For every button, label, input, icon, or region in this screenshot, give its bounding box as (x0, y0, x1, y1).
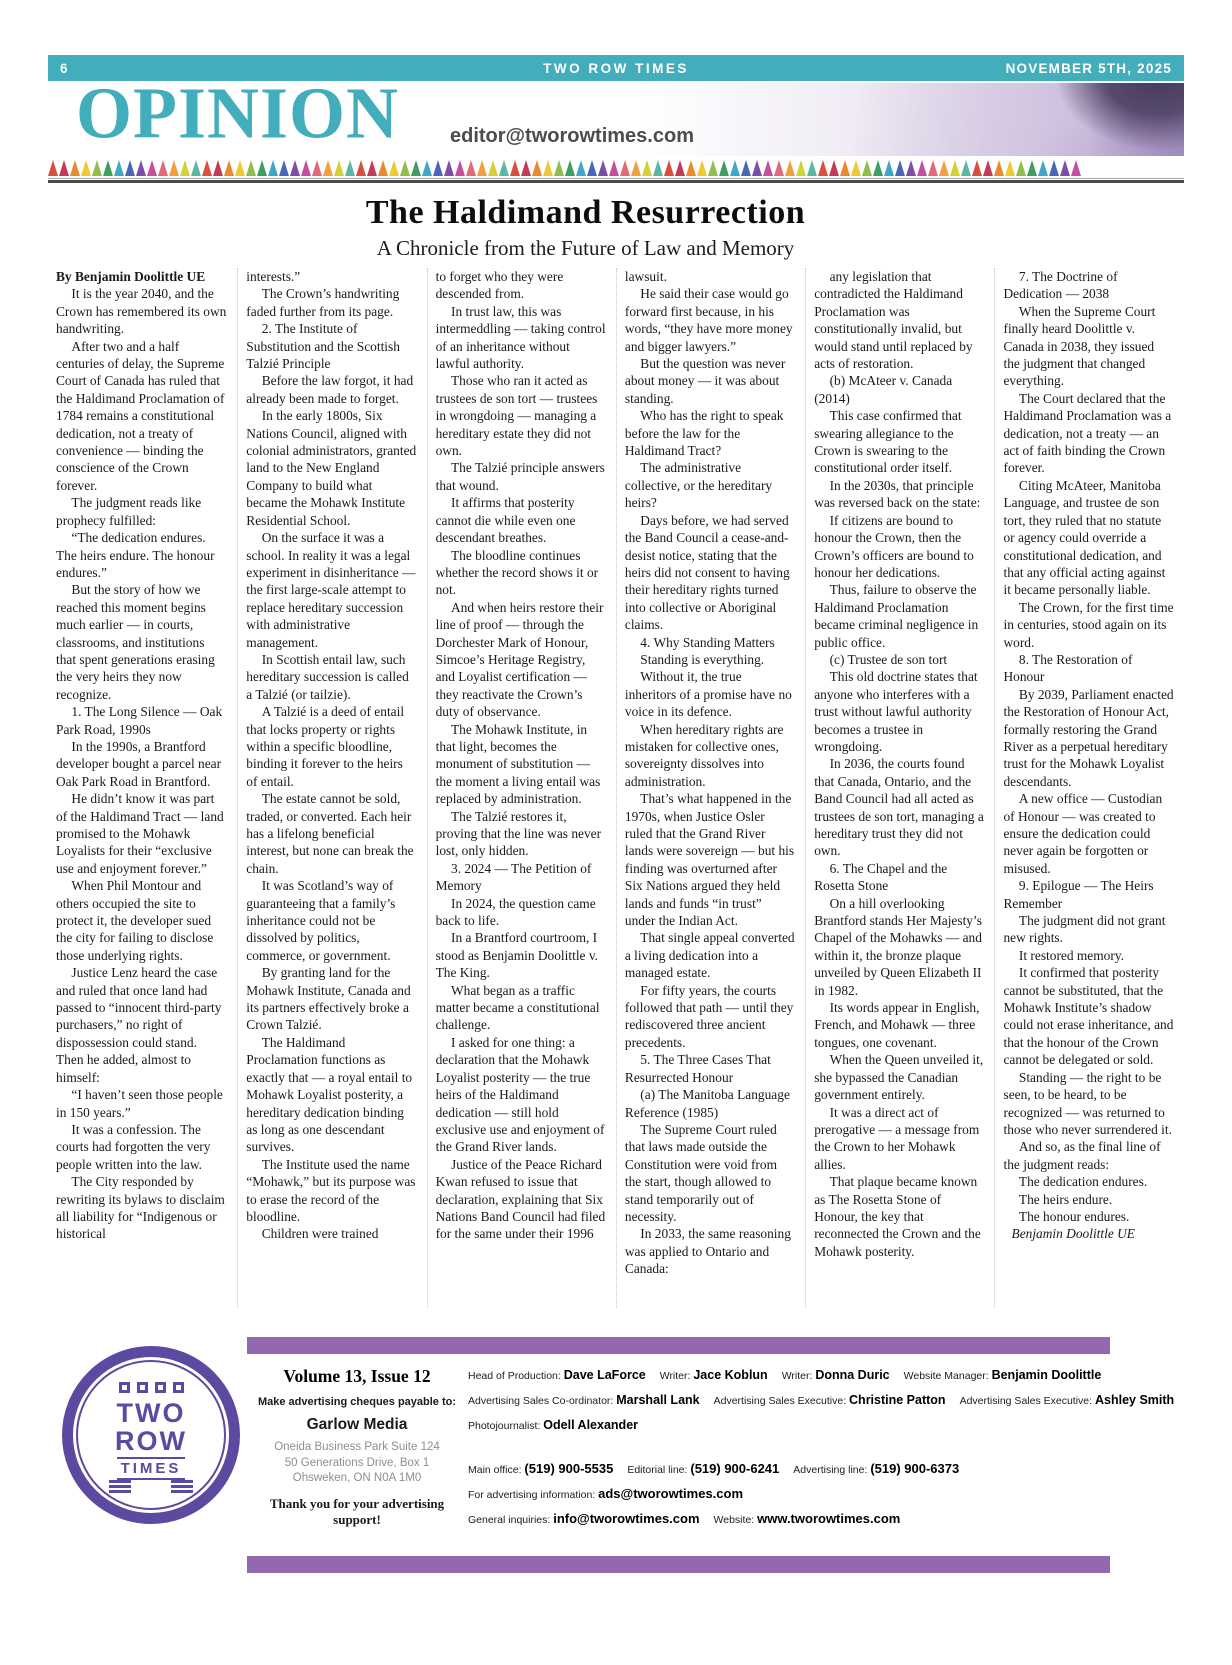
triangle-ornament (939, 160, 949, 176)
staff-credit: Advertising Sales Co-ordinator: Marshall Lank (468, 1393, 700, 1407)
article-paragraph: A Talzié is a deed of entail that locks property or rights within a specific bloodline, binding it forever to the heirs of entail. (246, 704, 405, 789)
triangle-ornament (1016, 160, 1026, 176)
divider-rule (48, 178, 1184, 183)
triangle-ornament (268, 160, 278, 176)
triangle-ornament (125, 160, 135, 176)
footer-top-bar (247, 1337, 1110, 1354)
triangle-ornament (752, 160, 762, 176)
article-paragraph: 5. The Three Cases That Resurrected Honour (624, 1052, 771, 1085)
article-paragraph: In trust law, this was intermeddling — taking control of an inheritance without lawful authority. (435, 303, 606, 372)
publisher-block (252, 1366, 462, 1528)
triangle-ornament (147, 160, 157, 176)
triangle-ornament (345, 160, 355, 176)
article-paragraph: When the Supreme Court finally heard Doolittle v. Canada in 2038, they issued the judgment that changed everything. (1003, 303, 1156, 389)
triangle-ornament (829, 160, 839, 176)
article-paragraph: 1. The Long Silence — Oak Park Road, 1990s (56, 704, 223, 737)
article-paragraph: The dedication endures. (1018, 1174, 1148, 1190)
triangle-ornament (411, 160, 421, 176)
triangle-ornament (906, 160, 916, 176)
triangle-ornament (433, 160, 443, 176)
article-paragraph: any legislation that contradicted the Haldimand Proclamation was constitutionally invalid, but would stand until replaced by acts of restoration. (814, 269, 973, 372)
article-paragraph: The Institute used the name “Mohawk,” but its purpose was to erase the record of the bloodline. (246, 1156, 416, 1224)
article-column-5 (805, 268, 994, 1308)
triangle-ornament (587, 160, 597, 176)
triangle-ornament (323, 160, 333, 176)
staff-credit: Advertising Sales Executive: Christine Patton (713, 1393, 946, 1407)
contact-link[interactable]: Website: www.tworowtimes.com (713, 1511, 901, 1526)
triangle-ornament (213, 160, 223, 176)
article-paragraph: In 2036, the courts found that Canada, Ontario, and the Band Council had all acted as trustees de son tort, managing a hereditary trust they did not own. (814, 756, 984, 859)
article-column-3 (427, 268, 616, 1308)
triangle-ornament (884, 160, 894, 176)
article-paragraph: Justice Lenz heard the case and ruled that once land had passed to “innocent third-party purchasers,” no right of dispossession could stand. Then he added, almost to himself: (56, 965, 222, 1085)
article-paragraph: The Talzié restores it, proving that the line was never lost, only hidden. (435, 808, 602, 859)
triangle-ornament (785, 160, 795, 176)
triangle-ornament (48, 160, 58, 176)
article-paragraph: And so, as the final line of the judgment reads: (1003, 1139, 1161, 1172)
article-paragraph: It confirmed that posterity cannot be substituted, that the Mohawk Institute’s shadow could not erase inheritance, and that the honour of the Crown cannot be delegated or sold. (1003, 965, 1174, 1068)
contact-item: Advertising line: (519) 900-6373 (793, 1461, 960, 1476)
triangle-ornament (114, 160, 124, 176)
triangle-ornament (444, 160, 454, 176)
triangle-ornament (191, 160, 201, 176)
triangle-ornament (818, 160, 828, 176)
article-paragraph: That single appeal converted a living dedication into a managed estate. (624, 930, 795, 981)
article-byline: By Benjamin Doolittle UE (56, 269, 206, 284)
triangle-ornament (642, 160, 652, 176)
triangle-ornament (301, 160, 311, 176)
article-paragraph: The Crown, for the first time in centuries, stood again on its word. (1003, 599, 1174, 650)
triangle-ornament (840, 160, 850, 176)
article-column-4 (616, 268, 805, 1308)
triangle-ornament (664, 160, 674, 176)
triangle-ornament (719, 160, 729, 176)
article-paragraph: interests.” (246, 269, 301, 284)
triangle-ornament (653, 160, 663, 176)
triangle-ornament (994, 160, 1004, 176)
logo-line-1: TWO (116, 1397, 186, 1428)
logo-ring (76, 1360, 226, 1510)
article-paragraph: In 2024, the question came back to life. (435, 895, 596, 929)
article-paragraph: That plaque became known as The Rosetta Stone of Honour, the key that reconnected the Crown and the Mohawk posterity. (814, 1174, 981, 1259)
staff-credit-row (468, 1416, 1118, 1434)
staff-credit: Writer: Jace Koblun (659, 1368, 768, 1382)
article-paragraph: Citing McAteer, Manitoba Language, and trustee de son tort, they ruled that no statute or agency could override a constitutional dedication, and that any official acting against it became personally liable. (1003, 477, 1166, 598)
staff-credit: Website Manager: Benjamin Doolittle (903, 1368, 1102, 1382)
triangle-ornament (686, 160, 696, 176)
article-column-6 (994, 268, 1183, 1308)
article-paragraph: When hereditary rights are mistaken for collective ones, sovereignty dissolves into administration. (624, 721, 784, 789)
article-paragraph: The judgment did not grant new rights. (1003, 913, 1166, 946)
article-paragraph: He said their case would go forward first because, in his words, “they have more money and bigger lawyers.” (624, 286, 793, 354)
article-paragraph: By granting land for the Mohawk Institute, Canada and its partners effectively broke a Crown Talzié. (246, 965, 411, 1033)
triangle-ornament (455, 160, 465, 176)
article-paragraph: It is the year 2040, and the Crown has remembered its own handwriting. (56, 286, 227, 337)
article-title: The Haldimand Resurrection (365, 194, 806, 231)
contact-link[interactable]: For advertising information: ads@tworowtimes.com (468, 1486, 744, 1501)
article-paragraph: Who has the right to speak before the law for the Haldimand Tract? (624, 408, 784, 459)
article-paragraph: Justice of the Peace Richard Kwan refused to issue that declaration, explaining that Six Nations Band Council had filed for the same under their 1996 (435, 1156, 606, 1242)
article-paragraph: By 2039, Parliament enacted the Restoration of Honour Act, formally restoring the Grand River as a perpetual hereditary trust for the Mohawk Loyalist descendants. (1003, 686, 1174, 789)
logo-line-3: TIMES (117, 1457, 186, 1480)
triangle-ornament (983, 160, 993, 176)
article-paragraph: When the Queen unveiled it, she bypassed the Canadian government entirely. (814, 1052, 984, 1103)
article-paragraph: The Talzié principle answers that wound. (435, 460, 605, 493)
article-paragraph: 9. Epilogue — The Heirs Remember (1003, 878, 1154, 911)
staff-credit: Writer: Donna Duric (781, 1368, 890, 1382)
article-paragraph: (a) The Manitoba Language Reference (1985) (624, 1087, 790, 1120)
section-banner (48, 72, 1184, 156)
triangle-ornament (389, 160, 399, 176)
triangle-ornament (235, 160, 245, 176)
two-row-times-logo (62, 1346, 240, 1524)
article-signature: Benjamin Doolittle UE (1011, 1226, 1135, 1242)
triangle-ornament (1038, 160, 1048, 176)
payable-label: Make advertising cheques payable to: (257, 1396, 457, 1408)
editor-email[interactable]: editor@tworowtimes.com (450, 125, 694, 147)
article-columns (48, 268, 1184, 1308)
triangle-strip (48, 158, 1184, 176)
article-paragraph: Its words appear in English, French, and Mohawk — three tongues, one covenant. (814, 1000, 980, 1050)
triangle-ornament (180, 160, 190, 176)
article-paragraph: Those who ran it acted as trustees de son tort — trustees in wrongdoing — managing a hereditary estate they did not own. (435, 373, 598, 459)
triangle-ornament (136, 160, 146, 176)
triangle-ornament (1005, 160, 1015, 176)
article-paragraph: If citizens are bound to honour the Crown, then the Crown’s officers are bound to honour her dedications. (814, 512, 974, 580)
triangle-ornament (169, 160, 179, 176)
article-paragraph: Standing is everything. (640, 651, 765, 667)
publisher-name: Garlow Media (306, 1416, 408, 1433)
article-paragraph: The Mohawk Institute, in that light, becomes the monument of substitution — the moment a living entail was replaced by administration. (435, 721, 601, 807)
staff-credit: Head of Production: Dave LaForce (468, 1368, 646, 1382)
article-paragraph: Standing — the right to be seen, to be heard, to be recognized — was returned to those who never surrendered it. (1003, 1069, 1172, 1137)
triangle-ornament (290, 160, 300, 176)
article-paragraph: “The dedication endures. The heirs endure. The honour endures.” (56, 530, 215, 580)
staff-credit-row (468, 1366, 1118, 1384)
article-paragraph: It was Scotland’s way of guaranteeing that a family’s inheritance could not be dissolved by politics, commerce, or government. (246, 878, 396, 963)
triangle-ornament (565, 160, 575, 176)
article-paragraph: The administrative collective, or the hereditary heirs? (624, 460, 773, 511)
staff-credit: Advertising Sales Executive: Ashley Smith (959, 1393, 1175, 1407)
article-paragraph: lawsuit. (624, 269, 667, 284)
article-paragraph: 8. The Restoration of Honour (1003, 651, 1133, 685)
staff-credits (468, 1366, 1175, 1434)
triangle-ornament (334, 160, 344, 176)
triangle-ornament (488, 160, 498, 176)
triangle-ornament (917, 160, 927, 176)
article-paragraph: He didn’t know it was part of the Haldimand Tract — land promised to the Mohawk Loyalists for their “exclusive use and enjoyment forever.” (56, 791, 224, 876)
article-paragraph: The honour endures. (1018, 1208, 1130, 1224)
article-paragraph: In Scottish entail law, such hereditary succession is called a Talzié (or tailzie). (246, 651, 409, 702)
triangle-ornament (532, 160, 542, 176)
article-paragraph: In the 2030s, that principle was reversed back on the state: (814, 477, 981, 511)
contact-link[interactable]: General inquiries: info@tworowtimes.com (468, 1511, 700, 1526)
article-paragraph: to forget who they were descended from. (435, 269, 564, 302)
volume-issue: Volume 13, Issue 12 (283, 1366, 431, 1386)
section-title: OPINION (76, 72, 400, 154)
article-paragraph: Days before, we had served the Band Council a cease-and-desist notice, stating that the heirs did not consent to having their hereditary rights turned into collective or Aboriginal claims. (624, 512, 790, 633)
triangle-ornament (246, 160, 256, 176)
triangle-ornament (598, 160, 608, 176)
article-column-2 (237, 268, 426, 1308)
article-paragraph: The Supreme Court ruled that laws made outside the Constitution were void from the start, though allowed to stand temporarily out of necessity. (624, 1121, 778, 1224)
masthead-title: TWO ROW TIMES (543, 60, 689, 76)
triangle-ornament (367, 160, 377, 176)
contact-row (468, 1510, 1118, 1528)
article-paragraph: Without it, the true inheritors of a promise have no voice in its defence. (624, 669, 792, 720)
issue-date: NOVEMBER 5TH, 2025 (1005, 60, 1172, 76)
article-paragraph: 6. The Chapel and the Rosetta Stone (814, 860, 948, 894)
article-paragraph: In a Brantford courtroom, I stood as Benjamin Doolittle v. The King. (435, 930, 599, 981)
article-paragraph: I asked for one thing: a declaration that the Mohawk Loyalist posterity — the true heirs of the Haldimand dedication — still hold exclusive use and enjoyment of the Grand River lands. (435, 1034, 605, 1155)
article-paragraph: The Crown’s handwriting faded further from its page. (246, 286, 400, 319)
triangle-ornament (81, 160, 91, 176)
triangle-ornament (620, 160, 630, 176)
article-paragraph: In 2033, the same reasoning was applied to Ontario and Canada: (624, 1226, 791, 1277)
article-paragraph: This old doctrine states that anyone who interferes with a trust without lawful authority becomes a trustee in wrongdoing. (814, 669, 978, 754)
article-paragraph: What began as a traffic matter became a constitutional challenge. (435, 982, 600, 1033)
article-paragraph: When Phil Montour and others occupied the site to protect it, the developer sued the city for failing to disclose those underlying rights. (56, 878, 214, 963)
article-paragraph: 2. The Institute of Substitution and the Scottish Talzié Principle (246, 321, 400, 372)
triangle-ornament (950, 160, 960, 176)
address-line: Ohsweken, ON N0A 1M0 (292, 1472, 422, 1485)
publisher-address (252, 1440, 462, 1487)
staff-credit-row (468, 1391, 1175, 1409)
triangle-ornament (510, 160, 520, 176)
triangle-ornament (59, 160, 69, 176)
triangle-ornament (202, 160, 212, 176)
triangle-ornament (378, 160, 388, 176)
triangle-ornament (466, 160, 476, 176)
contact-item: Editorial line: (519) 900-6241 (627, 1461, 780, 1476)
article-paragraph: But the question was never about money — it was about standing. (624, 356, 786, 406)
article-paragraph: Thus, failure to observe the Haldimand Proclamation became criminal negligence in public office. (814, 582, 979, 650)
triangle-ornament (576, 160, 586, 176)
triangle-ornament (279, 160, 289, 176)
article-paragraph: The City responded by rewriting its bylaws to disclaim all liability for “Indigenous or historical (56, 1174, 225, 1242)
triangle-ornament (895, 160, 905, 176)
triangle-ornament (697, 160, 707, 176)
article-paragraph: It restored memory. (1018, 947, 1124, 963)
logo-line-2: ROW (115, 1426, 187, 1456)
article-paragraph: Children were trained (261, 1226, 379, 1242)
triangle-ornament (257, 160, 267, 176)
triangle-ornament (158, 160, 168, 176)
article-paragraph: It was a confession. The courts had forgotten the very people written into the law. (56, 1121, 211, 1172)
article-paragraph: This case confirmed that swearing allegiance to the Crown is swearing to the constitutional order itself. (814, 408, 962, 476)
triangle-ornament (70, 160, 80, 176)
triangle-ornament (763, 160, 773, 176)
article-paragraph: After two and a half centuries of delay, the Supreme Court of Canada has ruled that the Haldimand Proclamation of 1784 remains a constitutional dedication, not a treaty of convenience — binding the conscience of the Crown forever. (56, 338, 225, 493)
article-column-1 (48, 268, 237, 1308)
article-paragraph: On a hill overlooking Brantford stands Her Majesty’s Chapel of the Mohawks — and within it, the bronze plaque unveiled by Queen Elizabeth II in 1982. (814, 895, 982, 998)
triangle-ornament (1027, 160, 1037, 176)
triangle-ornament (499, 160, 509, 176)
article-paragraph: The heirs endure. (1018, 1191, 1113, 1207)
triangle-ornament (312, 160, 322, 176)
triangle-ornament (1071, 160, 1081, 176)
staff-credit: Photojournalist: Odell Alexander (468, 1418, 639, 1432)
triangle-ornament (862, 160, 872, 176)
triangle-ornament (400, 160, 410, 176)
thanks-note: Thank you for your advertising support! (269, 1495, 445, 1527)
triangle-ornament (796, 160, 806, 176)
article-paragraph: But the story of how we reached this moment begins much earlier — in courts, classrooms, and institutions that spent generations erasing the very heirs they now recognize. (56, 582, 215, 702)
contact-lines (468, 1460, 1118, 1528)
triangle-ornament (928, 160, 938, 176)
triangle-ornament (774, 160, 784, 176)
triangle-ornament (609, 160, 619, 176)
article-paragraph: (b) McAteer v. Canada (2014) (814, 373, 953, 406)
triangle-ornament (521, 160, 531, 176)
article-paragraph: The judgment reads like prophecy fulfilled: (56, 495, 202, 528)
contact-row (468, 1485, 1118, 1503)
triangle-ornament (708, 160, 718, 176)
article-paragraph: 7. The Doctrine of Dedication — 2038 (1003, 269, 1118, 302)
triangle-ornament (807, 160, 817, 176)
article-paragraph: In the 1990s, a Brantford developer bought a parcel near Oak Park Road in Brantford. (56, 738, 222, 789)
address-line: Oneida Business Park Suite 124 (274, 1441, 440, 1453)
triangle-ornament (631, 160, 641, 176)
triangle-ornament (477, 160, 487, 176)
triangle-ornament (356, 160, 366, 176)
contact-item: Main office: (519) 900-5535 (468, 1461, 614, 1476)
footer-bottom-bar (247, 1556, 1110, 1573)
contact-row (468, 1460, 1118, 1478)
triangle-ornament (675, 160, 685, 176)
triangle-ornament (92, 160, 102, 176)
triangle-ornament (554, 160, 564, 176)
article-paragraph: In the early 1800s, Six Nations Council, aligned with colonial administrators, granted land to the New England Company to build what became the Mohawk Institute Residential School. (246, 408, 417, 528)
page-number: 6 (60, 60, 69, 76)
triangle-ornament (961, 160, 971, 176)
article-paragraph: On the surface it was a school. In reality it was a legal experiment in disinheritance — the first large-scale attempt to replace hereditary succession with administrative management. (246, 530, 416, 650)
article-paragraph: The bloodline continues whether the record shows it or not. (435, 547, 599, 598)
triangle-ornament (543, 160, 553, 176)
triangle-ornament (103, 160, 113, 176)
triangle-ornament (873, 160, 883, 176)
article-paragraph: (c) Trustee de son tort (829, 651, 948, 667)
article-paragraph: A new office — Custodian of Honour — was created to ensure the dedication could never again be forgotten or misused. (1003, 791, 1163, 876)
triangle-ornament (730, 160, 740, 176)
article-paragraph: It affirms that posterity cannot die while even one descendant breathes. (435, 495, 576, 546)
article-paragraph: It was a direct act of prerogative — a message from the Crown to her Mohawk allies. (814, 1104, 980, 1172)
article-paragraph: “I haven’t seen those people in 150 years.” (56, 1087, 223, 1120)
address-line: 50 Generations Drive, Box 1 (284, 1456, 430, 1469)
triangle-ornament (1060, 160, 1070, 176)
triangle-ornament (1049, 160, 1059, 176)
article-paragraph: For fifty years, the courts followed that path — until they rediscovered three ancient precedents. (624, 982, 794, 1050)
feather-art (854, 83, 1184, 156)
article-paragraph: That’s what happened in the 1970s, when Justice Osler ruled that the Grand River lands were sovereign — but his finding was overturned after Six Nations argued they held lands and funds “in trust” under the Indian Act. (624, 791, 795, 929)
triangle-ornament (741, 160, 751, 176)
article-subtitle: A Chronicle from the Future of Law and Memory (376, 236, 795, 260)
article-paragraph: The Court declared that the Haldimand Proclamation was a dedication, not a treaty — an act of faith binding the Crown forever. (1003, 390, 1172, 476)
triangle-ornament (851, 160, 861, 176)
article-paragraph: And when heirs restore their line of proof — through the Dorchester Mark of Honour, Simcoe’s Heritage Registry, and Loyalist certification — they reactivate the Crown’s duty of observance. (435, 599, 604, 720)
article-paragraph: 4. Why Standing Matters (640, 634, 775, 650)
article-paragraph: Before the law forgot, it had already been made to forget. (246, 373, 414, 406)
triangle-ornament (972, 160, 982, 176)
triangle-ornament (422, 160, 432, 176)
article-paragraph: The Haldimand Proclamation functions as exactly that — a royal entail to Mohawk Loyalist posterity, a hereditary dedication binding as long as one descendant survives. (246, 1034, 413, 1155)
credits-block (468, 1366, 1175, 1535)
article-paragraph: 3. 2024 — The Petition of Memory (435, 860, 592, 894)
triangle-ornament (224, 160, 234, 176)
article-paragraph: The estate cannot be sold, traded, or converted. Each heir has a lifelong beneficial interest, but none can break the chain. (246, 791, 414, 876)
